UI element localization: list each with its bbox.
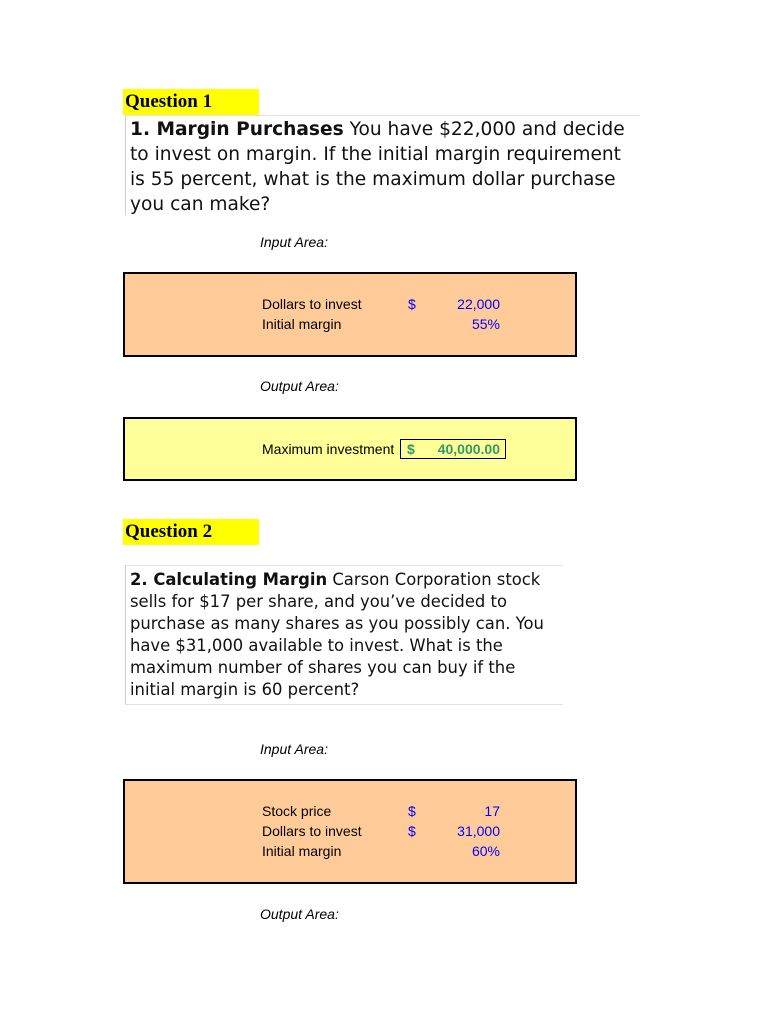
output-label: Maximum investment <box>262 441 395 457</box>
question-2-label: Question 2 <box>123 519 259 545</box>
input-value[interactable]: 22,000 <box>457 296 500 312</box>
question-1-title: 1. Margin Purchases <box>130 119 344 140</box>
input-value[interactable]: 17 <box>484 803 500 819</box>
input-area-label: Input Area: <box>260 741 328 757</box>
output-area-label: Output Area: <box>260 906 339 922</box>
question-1-text <box>125 115 640 215</box>
output-area-label: Output Area: <box>260 378 339 394</box>
currency-symbol: $ <box>408 823 416 839</box>
output-cell[interactable] <box>400 439 506 459</box>
input-label: Initial margin <box>262 843 342 859</box>
input-row <box>262 294 562 314</box>
question-1-body: You have $22,000 and decide to invest on margin. If the initial margin requirement is 55 percent, what is the maximum dollar purchase you can make? <box>130 119 625 215</box>
input-label: Initial margin <box>262 316 342 332</box>
input-row <box>262 841 562 861</box>
q1-input-box <box>123 272 577 357</box>
currency-symbol: $ <box>408 803 416 819</box>
input-row <box>262 821 562 841</box>
input-row <box>262 314 562 334</box>
input-value[interactable]: 55% <box>471 316 500 332</box>
currency-symbol: $ <box>407 441 415 457</box>
q2-input-box <box>123 779 577 884</box>
input-area-label: Input Area: <box>260 234 328 250</box>
input-value[interactable]: 60% <box>471 843 500 859</box>
input-label: Stock price <box>262 803 332 819</box>
input-value[interactable]: 31,000 <box>457 823 500 839</box>
input-label: Dollars to invest <box>262 823 362 839</box>
currency-symbol: $ <box>408 296 416 312</box>
input-row <box>262 801 562 821</box>
question-2-text <box>125 565 563 705</box>
question-1-label: Question 1 <box>123 89 259 115</box>
question-2-title: 2. Calculating Margin <box>130 570 328 589</box>
question-2-body: Carson Corporation stock sells for $17 per share, and you’ve decided to purchase as many shares as you possibly can. You have $31,000 available to invest. What is the maximum number of shares you can buy if the initial margin is 60 percent? <box>130 570 544 699</box>
input-label: Dollars to invest <box>262 296 362 312</box>
output-value: 40,000.00 <box>437 441 500 457</box>
q1-output-box <box>123 417 577 481</box>
